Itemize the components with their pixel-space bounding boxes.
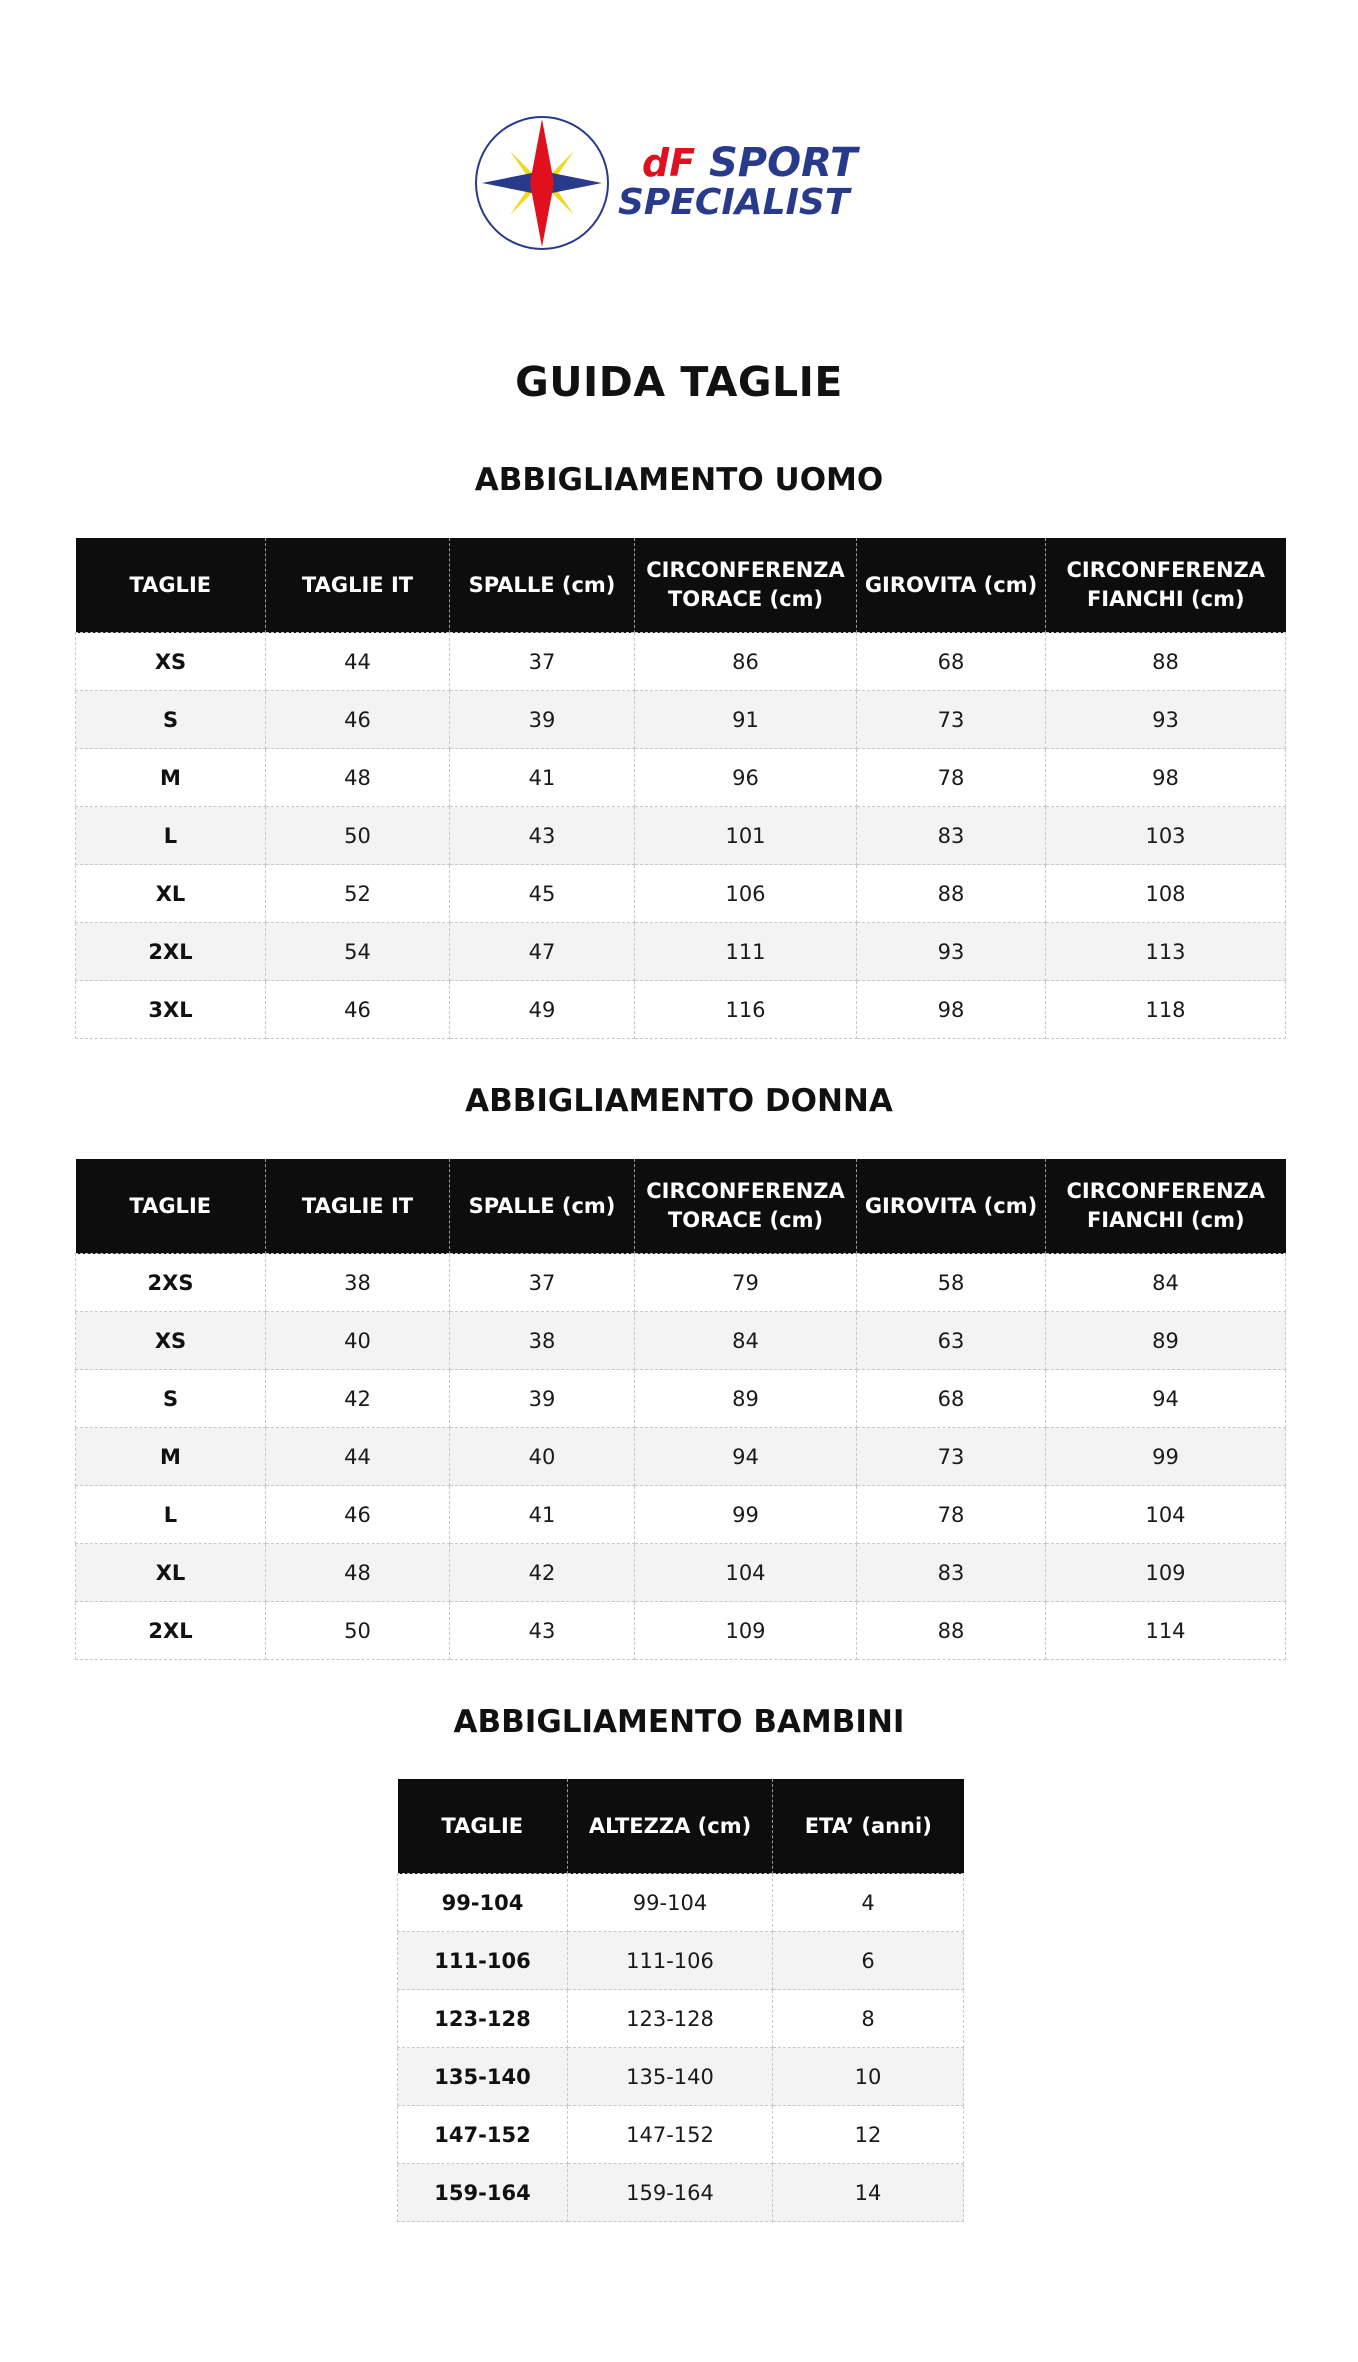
measurement-cell: 86 [635, 633, 857, 691]
table-row [76, 1370, 1286, 1428]
measurement-cell: 93 [1046, 691, 1286, 749]
size-label-cell: XS [76, 633, 266, 691]
size-label-cell: S [76, 1370, 266, 1428]
size-label-cell: 159-164 [398, 2164, 568, 2222]
measurement-cell: 99 [1046, 1428, 1286, 1486]
measurement-cell: 83 [857, 807, 1046, 865]
measurement-cell: 89 [1046, 1312, 1286, 1370]
column-header: TAGLIE IT [266, 538, 450, 633]
measurement-cell: 78 [857, 749, 1046, 807]
measurement-cell: 43 [450, 1602, 635, 1660]
size-label-cell: L [76, 1486, 266, 1544]
table-row [76, 923, 1286, 981]
measurement-cell: 99 [635, 1486, 857, 1544]
measurement-cell: 68 [857, 633, 1046, 691]
measurement-cell: 109 [635, 1602, 857, 1660]
measurement-cell: 38 [450, 1312, 635, 1370]
size-label-cell: 2XL [76, 1602, 266, 1660]
size-label-cell: L [76, 807, 266, 865]
measurement-cell: 54 [266, 923, 450, 981]
size-label-cell: 111-106 [398, 1932, 568, 1990]
column-header: CIRCONFERENZA FIANCHI (cm) [1046, 1159, 1286, 1254]
measurement-cell: 111-106 [568, 1932, 773, 1990]
column-header: TAGLIE [76, 538, 266, 633]
measurement-cell: 44 [266, 1428, 450, 1486]
measurement-cell: 4 [773, 1874, 964, 1932]
table-row [76, 1486, 1286, 1544]
measurement-cell: 84 [1046, 1254, 1286, 1312]
size-label-cell: 135-140 [398, 2048, 568, 2106]
measurement-cell: 48 [266, 1544, 450, 1602]
table-row [398, 2164, 964, 2222]
measurement-cell: 113 [1046, 923, 1286, 981]
table-row [398, 1990, 964, 2048]
measurement-cell: 40 [266, 1312, 450, 1370]
column-header: GIROVITA (cm) [857, 538, 1046, 633]
page-title: GUIDA TAGLIE [515, 358, 843, 406]
size-label-cell: M [76, 1428, 266, 1486]
measurement-cell: 46 [266, 1486, 450, 1544]
measurement-cell: 118 [1046, 981, 1286, 1039]
measurement-cell: 14 [773, 2164, 964, 2222]
measurement-cell: 108 [1046, 865, 1286, 923]
column-header: TAGLIE [76, 1159, 266, 1254]
section-title-donna: ABBIGLIAMENTO DONNA [465, 1083, 893, 1119]
size-label-cell: 99-104 [398, 1874, 568, 1932]
column-header: CIRCONFERENZA TORACE (cm) [635, 538, 857, 633]
measurement-cell: 116 [635, 981, 857, 1039]
size-label-cell: XL [76, 1544, 266, 1602]
measurement-cell: 40 [450, 1428, 635, 1486]
column-header: SPALLE (cm) [450, 538, 635, 633]
measurement-cell: 88 [1046, 633, 1286, 691]
size-label-cell: S [76, 691, 266, 749]
table-row [76, 691, 1286, 749]
compass-rose-icon [476, 117, 608, 249]
table-row [76, 1254, 1286, 1312]
measurement-cell: 94 [1046, 1370, 1286, 1428]
table-row [398, 1932, 964, 1990]
table-row [76, 981, 1286, 1039]
measurement-cell: 123-128 [568, 1990, 773, 2048]
measurement-cell: 50 [266, 1602, 450, 1660]
measurement-cell: 135-140 [568, 2048, 773, 2106]
column-header: CIRCONFERENZA TORACE (cm) [635, 1159, 857, 1254]
size-label-cell: M [76, 749, 266, 807]
column-header: TAGLIE [398, 1779, 568, 1874]
size-label-cell: 123-128 [398, 1990, 568, 2048]
brand-logo [474, 113, 894, 253]
measurement-cell: 42 [266, 1370, 450, 1428]
measurement-cell: 104 [635, 1544, 857, 1602]
measurement-cell: 91 [635, 691, 857, 749]
measurement-cell: 8 [773, 1990, 964, 2048]
measurement-cell: 114 [1046, 1602, 1286, 1660]
table-row [398, 2106, 964, 2164]
measurement-cell: 6 [773, 1932, 964, 1990]
measurement-cell: 41 [450, 1486, 635, 1544]
section-title-bambini: ABBIGLIAMENTO BAMBINI [453, 1704, 905, 1740]
table-row [398, 2048, 964, 2106]
table-row [76, 807, 1286, 865]
measurement-cell: 37 [450, 1254, 635, 1312]
measurement-cell: 73 [857, 1428, 1046, 1486]
measurement-cell: 43 [450, 807, 635, 865]
measurement-cell: 111 [635, 923, 857, 981]
size-table-uomo [75, 538, 1286, 1039]
column-header: SPALLE (cm) [450, 1159, 635, 1254]
measurement-cell: 38 [266, 1254, 450, 1312]
measurement-cell: 147-152 [568, 2106, 773, 2164]
table-row [76, 1544, 1286, 1602]
measurement-cell: 84 [635, 1312, 857, 1370]
measurement-cell: 68 [857, 1370, 1046, 1428]
column-header: ETA’ (anni) [773, 1779, 964, 1874]
measurement-cell: 98 [1046, 749, 1286, 807]
brand-line-2: SPECIALIST [618, 182, 850, 223]
measurement-cell: 46 [266, 691, 450, 749]
measurement-cell: 49 [450, 981, 635, 1039]
size-label-cell: 2XL [76, 923, 266, 981]
measurement-cell: 50 [266, 807, 450, 865]
column-header: TAGLIE IT [266, 1159, 450, 1254]
brand-prefix: dF [642, 141, 696, 185]
table-header-row [76, 1159, 1286, 1254]
measurement-cell: 47 [450, 923, 635, 981]
measurement-cell: 52 [266, 865, 450, 923]
measurement-cell: 42 [450, 1544, 635, 1602]
section-title-uomo: ABBIGLIAMENTO UOMO [474, 462, 884, 498]
measurement-cell: 88 [857, 865, 1046, 923]
table-row [76, 865, 1286, 923]
size-label-cell: 147-152 [398, 2106, 568, 2164]
size-label-cell: XS [76, 1312, 266, 1370]
measurement-cell: 83 [857, 1544, 1046, 1602]
table-row [76, 749, 1286, 807]
column-header: CIRCONFERENZA FIANCHI (cm) [1046, 538, 1286, 633]
measurement-cell: 12 [773, 2106, 964, 2164]
measurement-cell: 98 [857, 981, 1046, 1039]
table-row [76, 633, 1286, 691]
table-row [76, 1428, 1286, 1486]
measurement-cell: 63 [857, 1312, 1046, 1370]
measurement-cell: 45 [450, 865, 635, 923]
measurement-cell: 104 [1046, 1486, 1286, 1544]
measurement-cell: 46 [266, 981, 450, 1039]
measurement-cell: 58 [857, 1254, 1046, 1312]
measurement-cell: 39 [450, 691, 635, 749]
measurement-cell: 101 [635, 807, 857, 865]
measurement-cell: 159-164 [568, 2164, 773, 2222]
measurement-cell: 73 [857, 691, 1046, 749]
size-label-cell: XL [76, 865, 266, 923]
measurement-cell: 106 [635, 865, 857, 923]
size-label-cell: 3XL [76, 981, 266, 1039]
column-header: ALTEZZA (cm) [568, 1779, 773, 1874]
measurement-cell: 96 [635, 749, 857, 807]
measurement-cell: 39 [450, 1370, 635, 1428]
brand-line-1: SPORT [709, 140, 858, 186]
measurement-cell: 48 [266, 749, 450, 807]
measurement-cell: 88 [857, 1602, 1046, 1660]
table-row [76, 1312, 1286, 1370]
measurement-cell: 37 [450, 633, 635, 691]
table-row [76, 1602, 1286, 1660]
table-header-row [398, 1779, 964, 1874]
measurement-cell: 41 [450, 749, 635, 807]
measurement-cell: 93 [857, 923, 1046, 981]
size-table-bambini [397, 1779, 964, 2222]
measurement-cell: 78 [857, 1486, 1046, 1544]
measurement-cell: 79 [635, 1254, 857, 1312]
table-header-row [76, 538, 1286, 633]
size-label-cell: 2XS [76, 1254, 266, 1312]
measurement-cell: 103 [1046, 807, 1286, 865]
measurement-cell: 99-104 [568, 1874, 773, 1932]
table-row [398, 1874, 964, 1932]
measurement-cell: 10 [773, 2048, 964, 2106]
size-table-donna [75, 1159, 1286, 1660]
measurement-cell: 94 [635, 1428, 857, 1486]
measurement-cell: 89 [635, 1370, 857, 1428]
measurement-cell: 44 [266, 633, 450, 691]
measurement-cell: 109 [1046, 1544, 1286, 1602]
column-header: GIROVITA (cm) [857, 1159, 1046, 1254]
